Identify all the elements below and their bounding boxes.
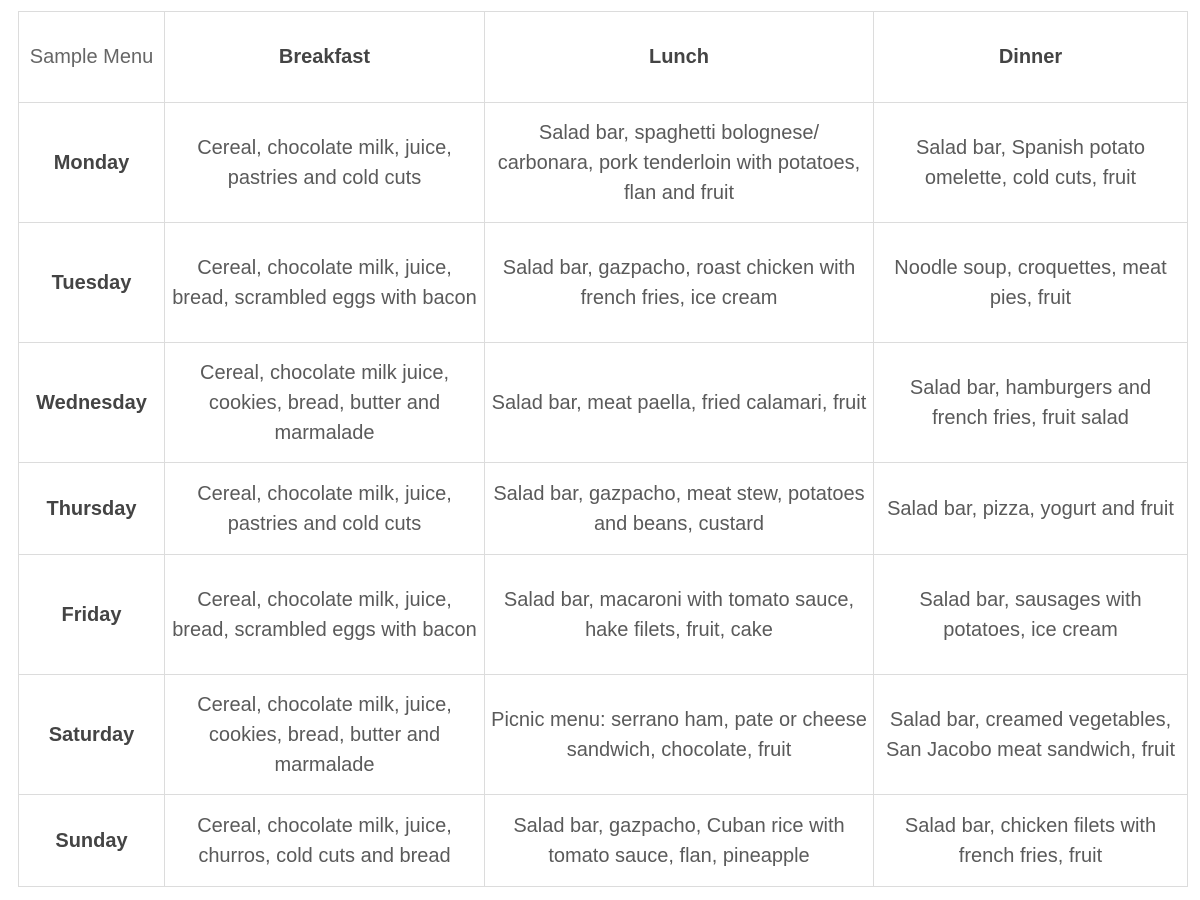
day-label: Thursday (19, 463, 165, 555)
dinner-cell: Salad bar, chicken filets with french fries, fruit (874, 795, 1188, 887)
lunch-cell: Salad bar, gazpacho, roast chicken with french fries, ice cream (485, 223, 874, 343)
table-row (19, 555, 1188, 675)
dinner-cell: Salad bar, creamed vegetables, San Jacobo meat sandwich, fruit (874, 675, 1188, 795)
table-row (19, 463, 1188, 555)
dinner-cell: Salad bar, pizza, yogurt and fruit (874, 463, 1188, 555)
breakfast-cell: Cereal, chocolate milk, juice, churros, cold cuts and bread (165, 795, 485, 887)
header-row (19, 12, 1188, 103)
column-header-lunch: Lunch (485, 12, 874, 103)
table-row (19, 223, 1188, 343)
breakfast-cell: Cereal, chocolate milk juice, cookies, bread, butter and marmalade (165, 343, 485, 463)
lunch-cell: Salad bar, spaghetti bolognese/ carbonara, pork tenderloin with potatoes, flan and fruit (485, 103, 874, 223)
dinner-cell: Noodle soup, croquettes, meat pies, fruit (874, 223, 1188, 343)
day-label: Monday (19, 103, 165, 223)
breakfast-cell: Cereal, chocolate milk, juice, bread, scrambled eggs with bacon (165, 555, 485, 675)
breakfast-cell: Cereal, chocolate milk, juice, bread, scrambled eggs with bacon (165, 223, 485, 343)
column-header-dinner: Dinner (874, 12, 1188, 103)
table-row (19, 675, 1188, 795)
dinner-cell: Salad bar, hamburgers and french fries, fruit salad (874, 343, 1188, 463)
day-label: Saturday (19, 675, 165, 795)
day-label: Wednesday (19, 343, 165, 463)
table-row (19, 795, 1188, 887)
lunch-cell: Salad bar, gazpacho, meat stew, potatoes and beans, custard (485, 463, 874, 555)
corner-label: Sample Menu (19, 12, 165, 103)
lunch-cell: Salad bar, gazpacho, Cuban rice with tomato sauce, flan, pineapple (485, 795, 874, 887)
column-header-breakfast: Breakfast (165, 12, 485, 103)
day-label: Friday (19, 555, 165, 675)
sample-menu-table (18, 11, 1188, 887)
breakfast-cell: Cereal, chocolate milk, juice, cookies, bread, butter and marmalade (165, 675, 485, 795)
dinner-cell: Salad bar, sausages with potatoes, ice cream (874, 555, 1188, 675)
lunch-cell: Picnic menu: serrano ham, pate or cheese sandwich, chocolate, fruit (485, 675, 874, 795)
lunch-cell: Salad bar, meat paella, fried calamari, fruit (485, 343, 874, 463)
table-row (19, 343, 1188, 463)
breakfast-cell: Cereal, chocolate milk, juice, pastries and cold cuts (165, 103, 485, 223)
breakfast-cell: Cereal, chocolate milk, juice, pastries and cold cuts (165, 463, 485, 555)
day-label: Tuesday (19, 223, 165, 343)
day-label: Sunday (19, 795, 165, 887)
table-row (19, 103, 1188, 223)
dinner-cell: Salad bar, Spanish potato omelette, cold cuts, fruit (874, 103, 1188, 223)
lunch-cell: Salad bar, macaroni with tomato sauce, hake filets, fruit, cake (485, 555, 874, 675)
